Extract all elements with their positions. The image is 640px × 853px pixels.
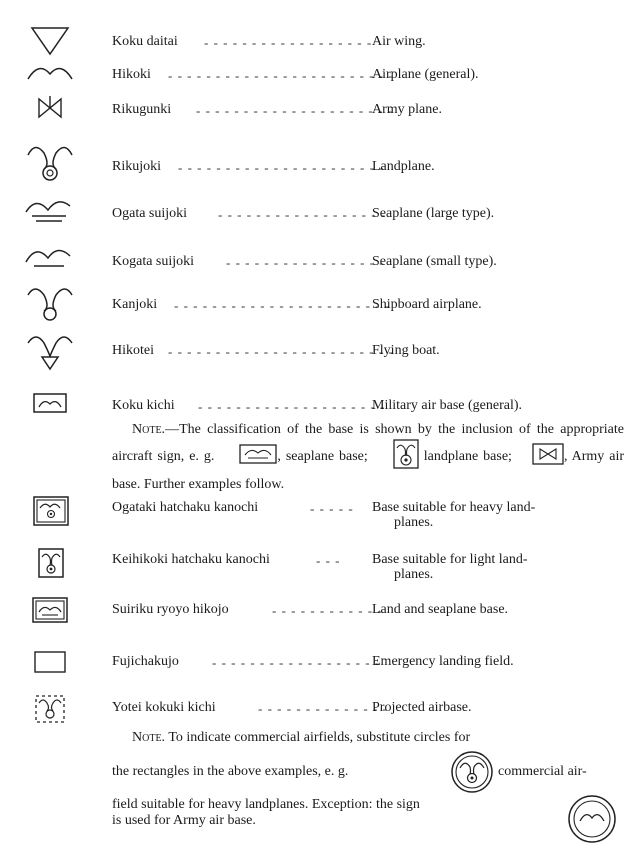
meaning: Military air base (general).: [372, 398, 523, 413]
entry-airplane: Hikoki - - - - - - - - - - - - - - - - - - - - - - - - Airplane (general).: [0, 55, 640, 95]
entry-landplane: Rikujoki - - - - - - - - - - - - - - - - - - - - - - Landplane.: [0, 143, 640, 183]
entry-flying-boat: Hikotei - - - - - - - - - - - - - - - - - - - - - - - - Flying boat.: [0, 333, 640, 373]
term: Rikujoki: [112, 159, 162, 174]
meaning: Army plane.: [372, 102, 442, 117]
meaning: Land and seaplane base.: [372, 602, 509, 617]
landplane-base-icon: [373, 439, 419, 475]
light-landplane-base-icon: [22, 546, 78, 590]
meaning: Base suitable for light land- planes.: [372, 552, 528, 582]
bowtie-icon: [22, 90, 78, 130]
entry-seaplane-large: Ogata suijoki - - - - - - - - - - - - - - - - - - Seaplane (large type).: [0, 192, 640, 232]
emergency-field-icon: [22, 644, 78, 684]
term: Kogata suijoki: [112, 254, 195, 269]
entry-heavy-base: Ogataki hatchaku kanochi - - - - - Base suitable for heavy land- planes.: [0, 494, 640, 538]
wings-icon: [22, 55, 78, 95]
entry-emergency-field: Fujichakujo - - - - - - - - - - - - - - - - - - Emergency landing field.: [0, 644, 640, 684]
heavy-landplane-base-icon: [22, 494, 78, 538]
land-sea-base-icon: [22, 594, 78, 634]
term: Yotei kokuki kichi: [112, 700, 216, 715]
army-air-base-icon: [512, 443, 564, 471]
meaning: Emergency landing field.: [372, 654, 514, 669]
seaplane-base-icon: [219, 444, 277, 470]
term: Rikugunki: [112, 102, 172, 117]
meaning: Air wing.: [372, 34, 426, 49]
term: Fujichakujo: [112, 654, 179, 669]
wings-hull-icon: [22, 333, 78, 373]
term: Hikotei: [112, 343, 154, 358]
commercial-field-icon: [450, 750, 494, 794]
entry-seaplane-small: Kogata suijoki - - - - - - - - - - - - - - - - - Seaplane (small type).: [0, 240, 640, 280]
meaning: Flying boat.: [372, 343, 440, 358]
meaning: Base suitable for heavy land- planes.: [372, 500, 536, 530]
term: Hikoki: [112, 67, 151, 82]
term: Koku kichi: [112, 398, 175, 413]
wings-float-icon: [22, 240, 78, 280]
entry-air-wing: Koku daitai - - - - - - - - - - - - - - - - - - Air wing.: [0, 22, 640, 62]
meaning: Airplane (general).: [372, 67, 479, 82]
entry-light-base: Keihikoki hatchaku kanochi - - - Base suitable for light land- planes.: [0, 546, 640, 590]
entry-projected-airbase: Yotei kokuki kichi - - - - - - - - - - - - - - Projected airbase.: [0, 690, 640, 730]
meaning: Seaplane (small type).: [372, 254, 497, 269]
meaning: Seaplane (large type).: [372, 206, 495, 221]
note-label: Note.: [132, 730, 166, 745]
base-rectangle-icon: [22, 386, 78, 426]
entry-military-air-base: Koku kichi - - - - - - - - - - - - - - - - - - - - Military air base (general).: [0, 386, 640, 426]
meaning: Landplane.: [372, 159, 435, 174]
meaning: Shipboard airplane.: [372, 297, 482, 312]
entry-army-plane: Rikugunki - - - - - - - - - - - - - - - - - - - - - Army plane.: [0, 90, 640, 130]
meaning: Projected airbase.: [372, 700, 472, 715]
term: Ogataki hatchaku kanochi: [112, 500, 259, 515]
note-label: Note.: [132, 422, 166, 437]
term: Kanjoki: [112, 297, 158, 312]
term: Koku daitai: [112, 34, 178, 49]
note-classification: Note.—The classification of the base is shown by the inclusion of the appropriate aircraft sign, e. g. , seaplane base; landplane base; , Army air base. Further examples follow.: [112, 422, 625, 492]
wings-wheel-icon: [22, 143, 78, 183]
term: Suiriku ryoyo hikojo: [112, 602, 229, 617]
wings-double-float-icon: [22, 192, 78, 232]
entry-shipboard: Kanjoki - - - - - - - - - - - - - - - - - - - - - - - Shipboard airplane.: [0, 285, 640, 325]
army-air-base-circle-icon: [567, 794, 617, 844]
term: Ogata suijoki: [112, 206, 188, 221]
term: Keihikoki hatchaku kanochi: [112, 552, 270, 567]
projected-base-icon: [22, 690, 78, 730]
entry-land-sea-base: Suiriku ryoyo hikojo - - - - - - - - - - - - Land and seaplane base.: [0, 594, 640, 634]
wings-loop-icon: [22, 285, 78, 325]
